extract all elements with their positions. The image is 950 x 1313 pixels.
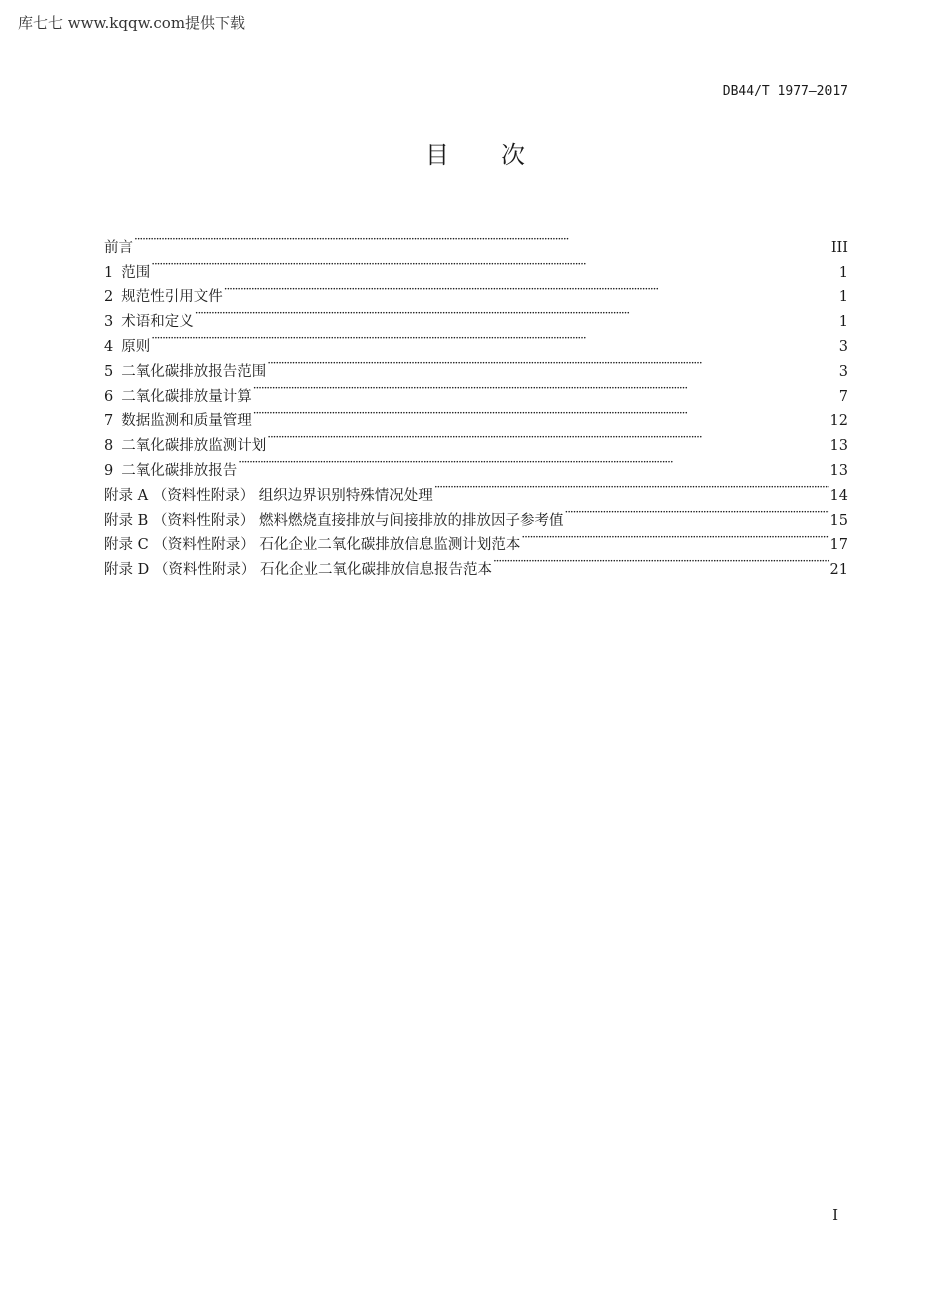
toc-entry-label: 前言 — [104, 239, 133, 256]
toc-entry-page: III — [830, 239, 848, 256]
toc-entry-label: 术语和定义 — [121, 314, 194, 331]
toc-entry-page: 14 — [829, 487, 848, 504]
toc-entry-number: 8 — [104, 438, 114, 455]
toc-entry[interactable] — [104, 326, 848, 355]
toc-entry-page: 1 — [838, 289, 848, 306]
toc-entry-number: 6 — [104, 388, 114, 405]
toc-entry-label: 原则 — [121, 338, 151, 355]
toc-entry-label: 数据监测和质量管理 — [121, 413, 252, 430]
toc-dot-leader — [564, 500, 828, 525]
toc-entry[interactable] — [104, 227, 848, 256]
toc-entry-label: 附录 D （资料性附录） 石化企业二氧化碳排放信息报告范本 — [104, 562, 492, 579]
toc-entry-page: 1 — [838, 264, 848, 281]
toc-entry-page: 12 — [829, 413, 848, 430]
toc-entry[interactable] — [104, 351, 848, 380]
toc-dot-leader — [151, 252, 838, 277]
toc-dot-leader — [224, 277, 838, 302]
toc-dot-leader — [253, 401, 829, 426]
toc-dot-leader — [267, 351, 838, 376]
toc-entry-page: 3 — [838, 338, 848, 355]
toc-dot-leader — [195, 301, 838, 326]
toc-entry-label: 二氧化碳排放监测计划 — [121, 438, 267, 455]
toc-entry-page: 1 — [838, 314, 848, 331]
toc-entry-label: 附录 B （资料性附录） 燃料燃烧直接排放与间接排放的排放因子参考值 — [104, 512, 564, 529]
toc-entry-label: 附录 C （资料性附录） 石化企业二氧化碳排放信息监测计划范本 — [104, 537, 521, 554]
toc-entry-page: 7 — [838, 388, 848, 405]
toc-entry-number: 3 — [104, 314, 114, 331]
toc-entry-number: 4 — [104, 338, 114, 355]
toc-dot-leader — [493, 549, 829, 574]
page-number: I — [832, 1206, 838, 1224]
toc-entry-number: 7 — [104, 413, 114, 430]
toc-entry-label: 范围 — [121, 264, 151, 281]
toc-entry-page: 17 — [829, 537, 848, 554]
toc-dot-leader — [134, 227, 830, 252]
toc-entry-page: 21 — [829, 562, 848, 579]
toc-entry-page: 13 — [829, 462, 848, 479]
toc-entry[interactable] — [104, 301, 848, 331]
toc-entry-number: 9 — [104, 462, 114, 479]
toc-entry-page: 13 — [829, 438, 848, 455]
toc-entry-number: 5 — [104, 363, 114, 380]
toc-entry-label: 二氧化碳排放量计算 — [121, 388, 252, 405]
toc-entry-page: 15 — [829, 512, 848, 529]
toc-entry-number: 2 — [104, 289, 114, 306]
toc-entry-page: 3 — [838, 363, 848, 380]
toc-entry[interactable] — [104, 277, 848, 306]
toc-entry-label: 二氧化碳排放报告 — [121, 462, 238, 479]
toc-dot-leader — [253, 376, 838, 401]
toc-entry-number: 1 — [104, 264, 114, 281]
toc-dot-leader — [434, 475, 829, 500]
toc-entry-label: 规范性引用文件 — [121, 289, 223, 306]
table-of-contents — [104, 227, 848, 579]
toc-title: 目次 — [425, 141, 577, 169]
toc-entry[interactable] — [104, 252, 848, 281]
toc-entry-label: 附录 A （资料性附录） 组织边界识别特殊情况处理 — [104, 487, 433, 504]
watermark-text: 库七七 www.kqqw.com提供下载 — [18, 14, 246, 32]
standard-code: DB44/T 1977—2017 — [722, 84, 848, 99]
toc-entry-label: 二氧化碳排放报告范围 — [121, 363, 267, 380]
toc-dot-leader — [238, 450, 828, 475]
toc-dot-leader — [151, 326, 838, 351]
toc-dot-leader — [521, 525, 828, 550]
toc-dot-leader — [267, 425, 828, 450]
